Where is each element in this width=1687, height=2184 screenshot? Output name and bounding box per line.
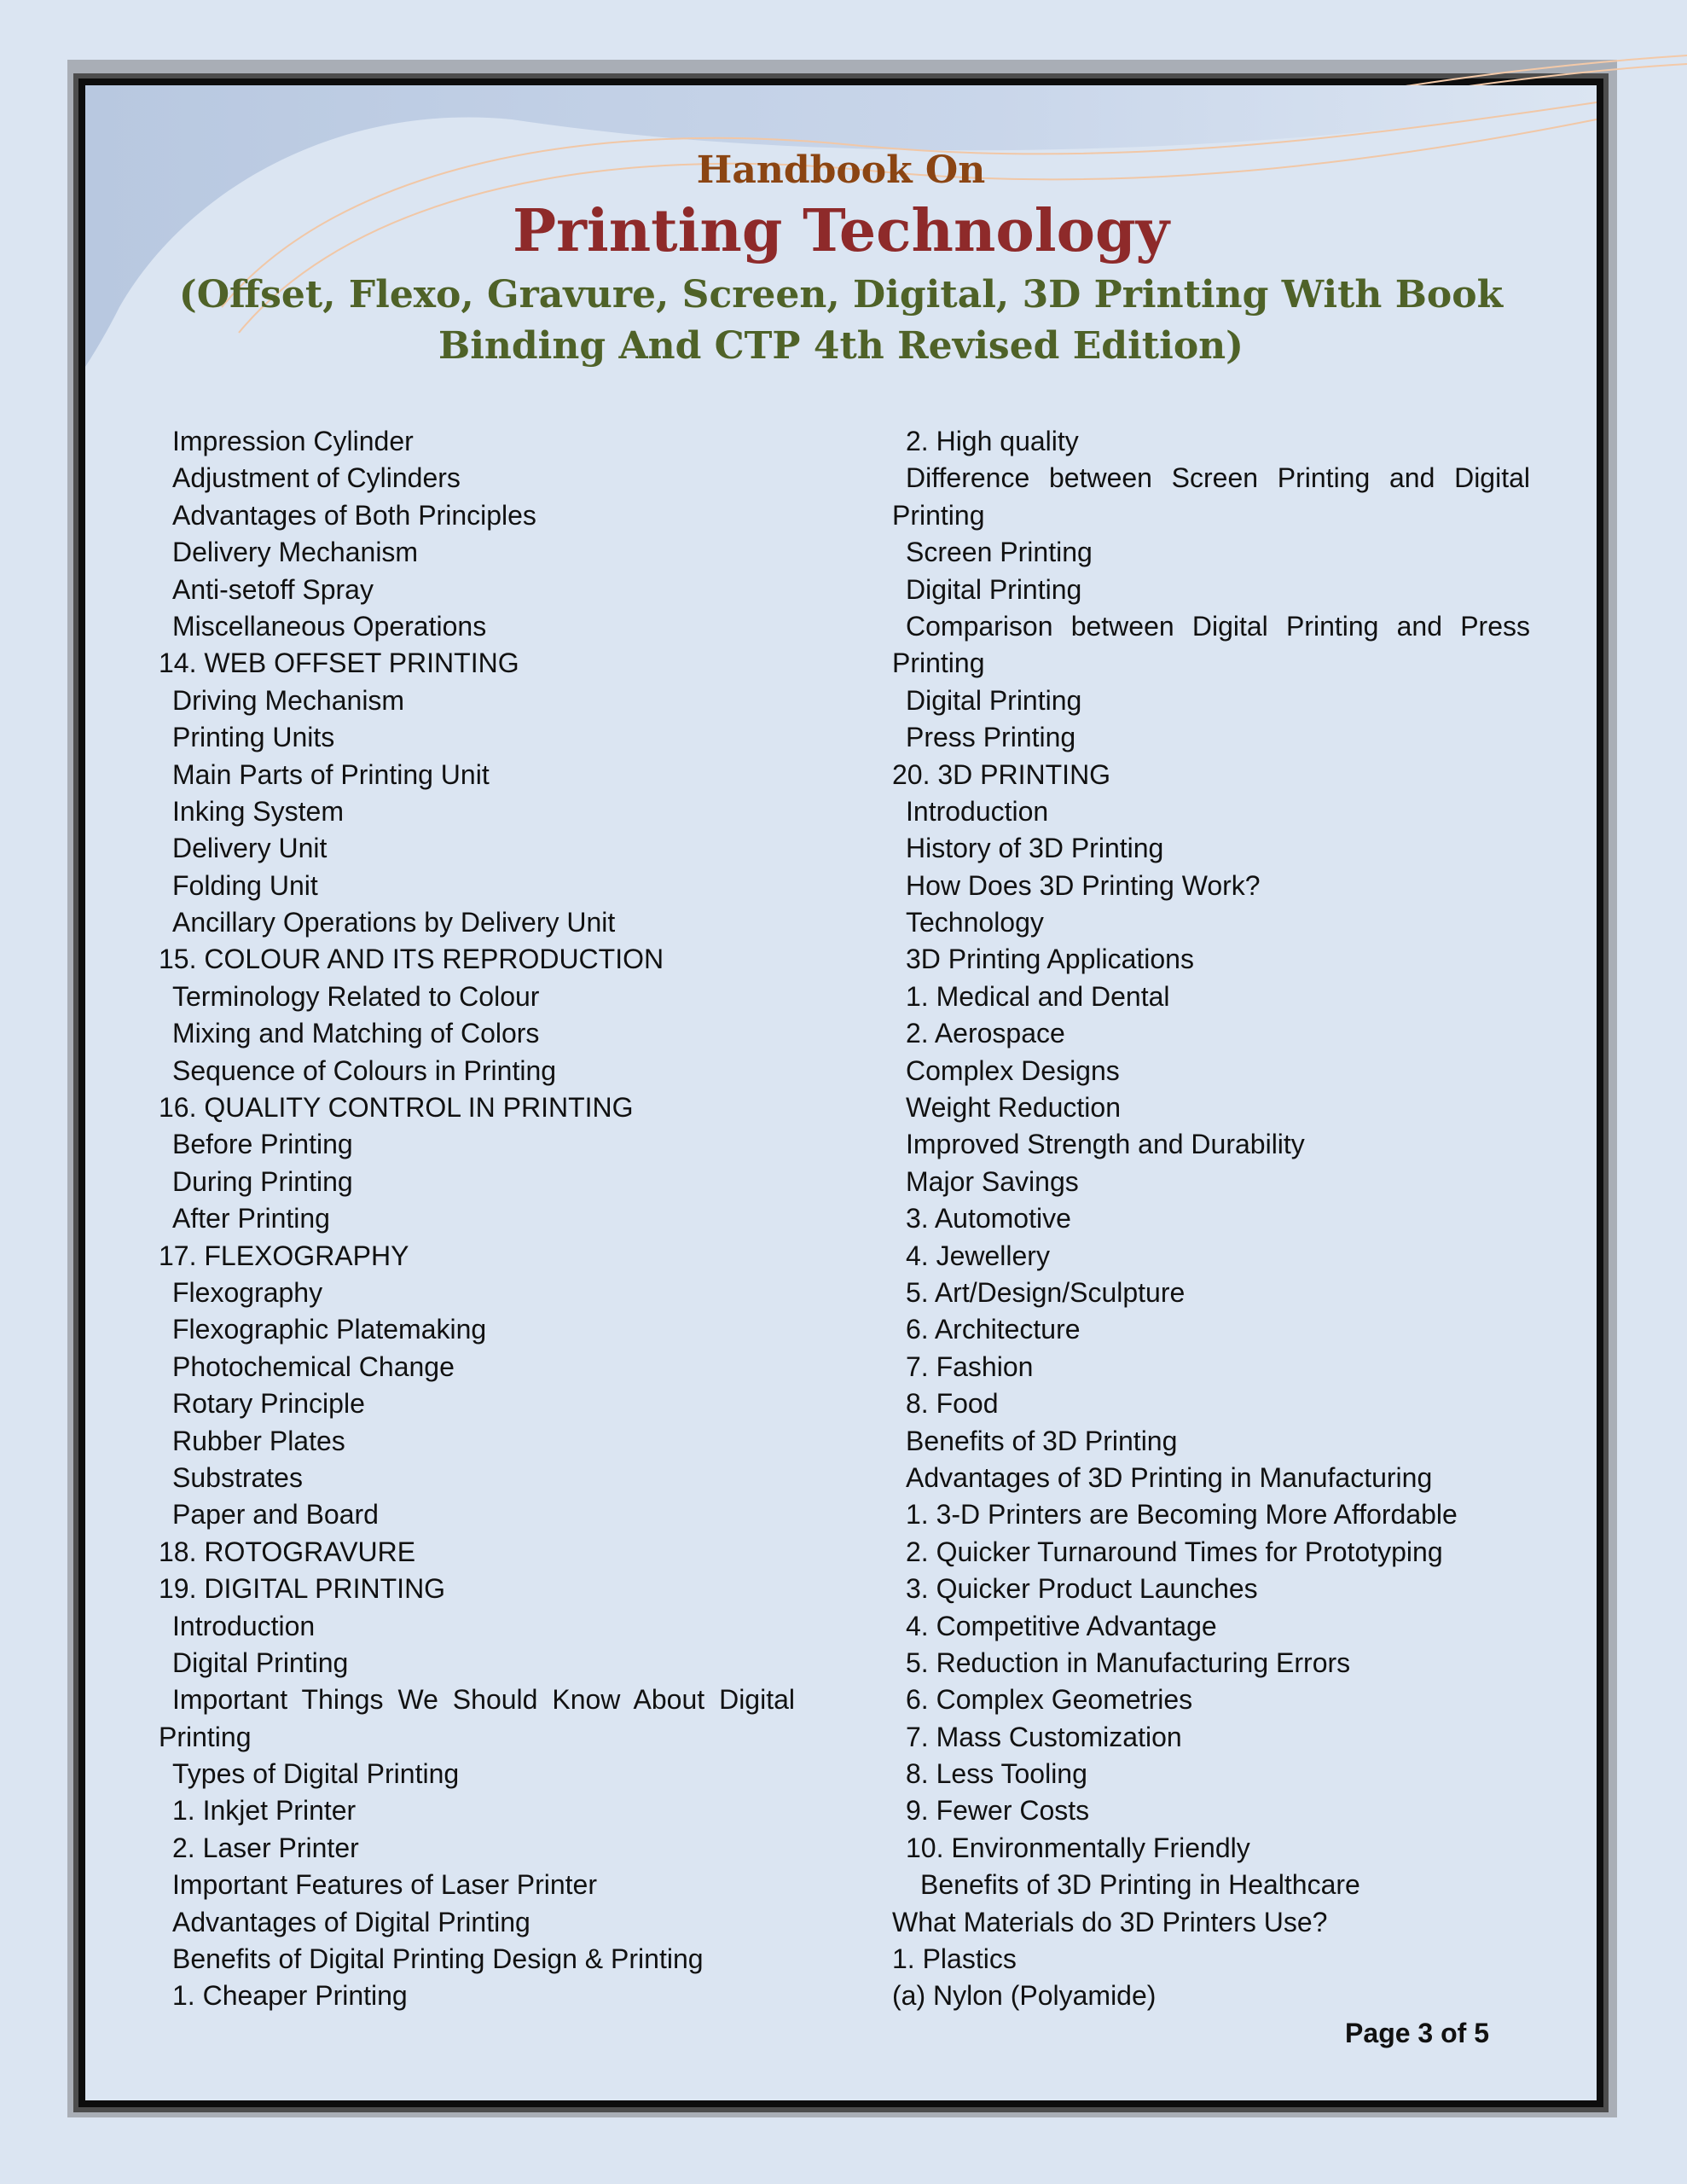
toc-entry: (a) Nylon (Polyamide) — [892, 1980, 1157, 2012]
toc-entry: Digital Printing — [906, 684, 1082, 716]
toc-entry: 1. Inkjet Printer — [172, 1795, 357, 1827]
document-page — [85, 85, 1597, 2100]
toc-entry: 5. Reduction in Manufacturing Errors — [906, 1647, 1351, 1678]
toc-entry: Before Printing — [172, 1129, 353, 1160]
toc-entry: Printing — [892, 499, 985, 531]
toc-entry: Delivery Mechanism — [172, 537, 419, 568]
toc-entry: 3D Printing Applications — [906, 944, 1194, 975]
toc-entry: 5. Art/Design/Sculpture — [906, 1276, 1186, 1308]
toc-entry: Mixing and Matching of Colors — [172, 1018, 540, 1049]
toc-entry: 1. Plastics — [892, 1943, 1017, 1975]
toc-entry: Press Printing — [906, 722, 1076, 753]
toc-entry: Rotary Principle — [172, 1388, 365, 1420]
handbook-title: Printing Technology — [512, 197, 1170, 265]
toc-entry: Ancillary Operations by Delivery Unit — [172, 907, 616, 938]
toc-entry: 4. Competitive Advantage — [906, 1610, 1217, 1641]
toc-entry: Digital Printing — [172, 1647, 349, 1678]
toc-entry: Major Savings — [906, 1165, 1079, 1197]
toc-entry: Introduction — [906, 795, 1049, 827]
toc-entry: Inking System — [172, 795, 344, 827]
toc-entry: Folding Unit — [172, 869, 318, 901]
toc-entry: Sequence of Colours in Printing — [172, 1054, 557, 1086]
toc-entry: 7. Mass Customization — [906, 1721, 1182, 1752]
toc-entry: 20. 3D PRINTING — [892, 758, 1111, 790]
toc-entry: 7. Fashion — [906, 1350, 1034, 1382]
toc-entry: Introduction — [172, 1610, 316, 1641]
toc-entry: 9. Fewer Costs — [906, 1795, 1090, 1827]
toc-entry: 2. Laser Printer — [172, 1832, 359, 1863]
toc-entry: 6. Complex Geometries — [906, 1684, 1193, 1716]
toc-entry: Types of Digital Printing — [172, 1758, 460, 1790]
toc-entry: Substrates — [172, 1461, 303, 1493]
toc-entry: 16. QUALITY CONTROL IN PRINTING — [159, 1092, 634, 1124]
toc-entry: Advantages of Digital Printing — [172, 1906, 530, 1937]
toc-entry: 2. Aerospace — [906, 1018, 1065, 1049]
toc-entry: 8. Less Tooling — [906, 1758, 1087, 1790]
toc-entry: During Printing — [172, 1165, 353, 1197]
toc-entry: After Printing — [172, 1203, 330, 1234]
toc-entry: Adjustment of Cylinders — [172, 462, 461, 494]
toc-entry: Weight Reduction — [906, 1092, 1121, 1124]
toc-entry: 10. Environmentally Friendly — [906, 1832, 1250, 1863]
toc-entry: 18. ROTOGRAVURE — [159, 1536, 416, 1567]
toc-entry: 17. FLEXOGRAPHY — [159, 1240, 409, 1271]
toc-entry: 8. Food — [906, 1388, 999, 1420]
toc-entry: 1. Cheaper Printing — [172, 1980, 408, 2012]
toc-entry: Advantages of 3D Printing in Manufacturing — [906, 1461, 1433, 1493]
toc-entry: Advantages of Both Principles — [172, 499, 536, 531]
toc-entry: Printing — [892, 648, 985, 679]
toc-entry: What Materials do 3D Printers Use? — [892, 1906, 1328, 1937]
toc-entry: Improved Strength and Durability — [906, 1129, 1305, 1160]
toc-entry: Screen Printing — [906, 537, 1093, 568]
toc-entry: 4. Jewellery — [906, 1240, 1050, 1271]
toc-entry: Terminology Related to Colour — [172, 980, 540, 1012]
toc-left-column — [159, 423, 795, 2015]
toc-entry: Difference between Screen Printing and Digital — [906, 462, 1530, 494]
toc-entry: Impression Cylinder — [172, 426, 414, 456]
toc-entry: Digital Printing — [906, 573, 1082, 605]
toc-entry: 3. Quicker Product Launches — [906, 1573, 1258, 1605]
toc-entry: Benefits of 3D Printing — [906, 1425, 1178, 1456]
toc-entry: Miscellaneous Operations — [172, 610, 487, 642]
page-number: Page 3 of 5 — [1345, 2018, 1489, 2048]
toc-entry: Benefits of 3D Printing in Healthcare — [920, 1869, 1360, 1901]
toc-entry: 1. Medical and Dental — [906, 980, 1170, 1012]
toc-entry: Printing Units — [172, 722, 335, 753]
toc-entry: Driving Mechanism — [172, 684, 405, 716]
toc-entry: Printing — [159, 1721, 252, 1752]
toc-entry: History of 3D Printing — [906, 833, 1164, 864]
toc-right-column — [892, 423, 1530, 2015]
toc-entry: 15. COLOUR AND ITS REPRODUCTION — [159, 944, 664, 975]
toc-entry: 6. Architecture — [906, 1314, 1081, 1345]
toc-entry: Technology — [906, 907, 1044, 938]
document-header — [85, 147, 1597, 372]
toc-entry: Delivery Unit — [172, 833, 328, 864]
handbook-subtitle: Handbook On — [696, 148, 986, 192]
toc-entry: How Does 3D Printing Work? — [906, 869, 1261, 901]
toc-entry: Complex Designs — [906, 1054, 1120, 1086]
toc-entry: Flexographic Platemaking — [172, 1314, 487, 1345]
toc-entry: 14. WEB OFFSET PRINTING — [159, 648, 519, 679]
edition-line-2: Binding And CTP 4th Revised Edition) — [438, 324, 1244, 368]
toc-entry: Benefits of Digital Printing Design & Printing — [172, 1943, 704, 1975]
toc-entry: Paper and Board — [172, 1499, 379, 1531]
toc-entry: 2. High quality — [906, 426, 1079, 456]
toc-entry: 2. Quicker Turnaround Times for Prototyping — [906, 1536, 1443, 1567]
toc-entry: Comparison between Digital Printing and Press — [906, 610, 1530, 642]
toc-entry: 1. 3-D Printers are Becoming More Affordable — [906, 1499, 1458, 1531]
toc-entry: Important Features of Laser Printer — [172, 1869, 597, 1901]
edition-line-1: (Offset, Flexo, Gravure, Screen, Digital, 3D Printing With Book — [178, 273, 1504, 317]
toc-entry: 3. Automotive — [906, 1203, 1071, 1234]
toc-entry: Flexography — [172, 1276, 323, 1308]
toc-entry: Anti-setoff Spray — [172, 573, 374, 605]
toc-entry: Rubber Plates — [172, 1425, 345, 1456]
toc-entry: 19. DIGITAL PRINTING — [159, 1573, 446, 1605]
toc-entry: Photochemical Change — [172, 1350, 455, 1382]
toc-entry: Main Parts of Printing Unit — [172, 758, 490, 790]
toc-entry: Important Things We Should Know About Digital — [172, 1684, 795, 1716]
